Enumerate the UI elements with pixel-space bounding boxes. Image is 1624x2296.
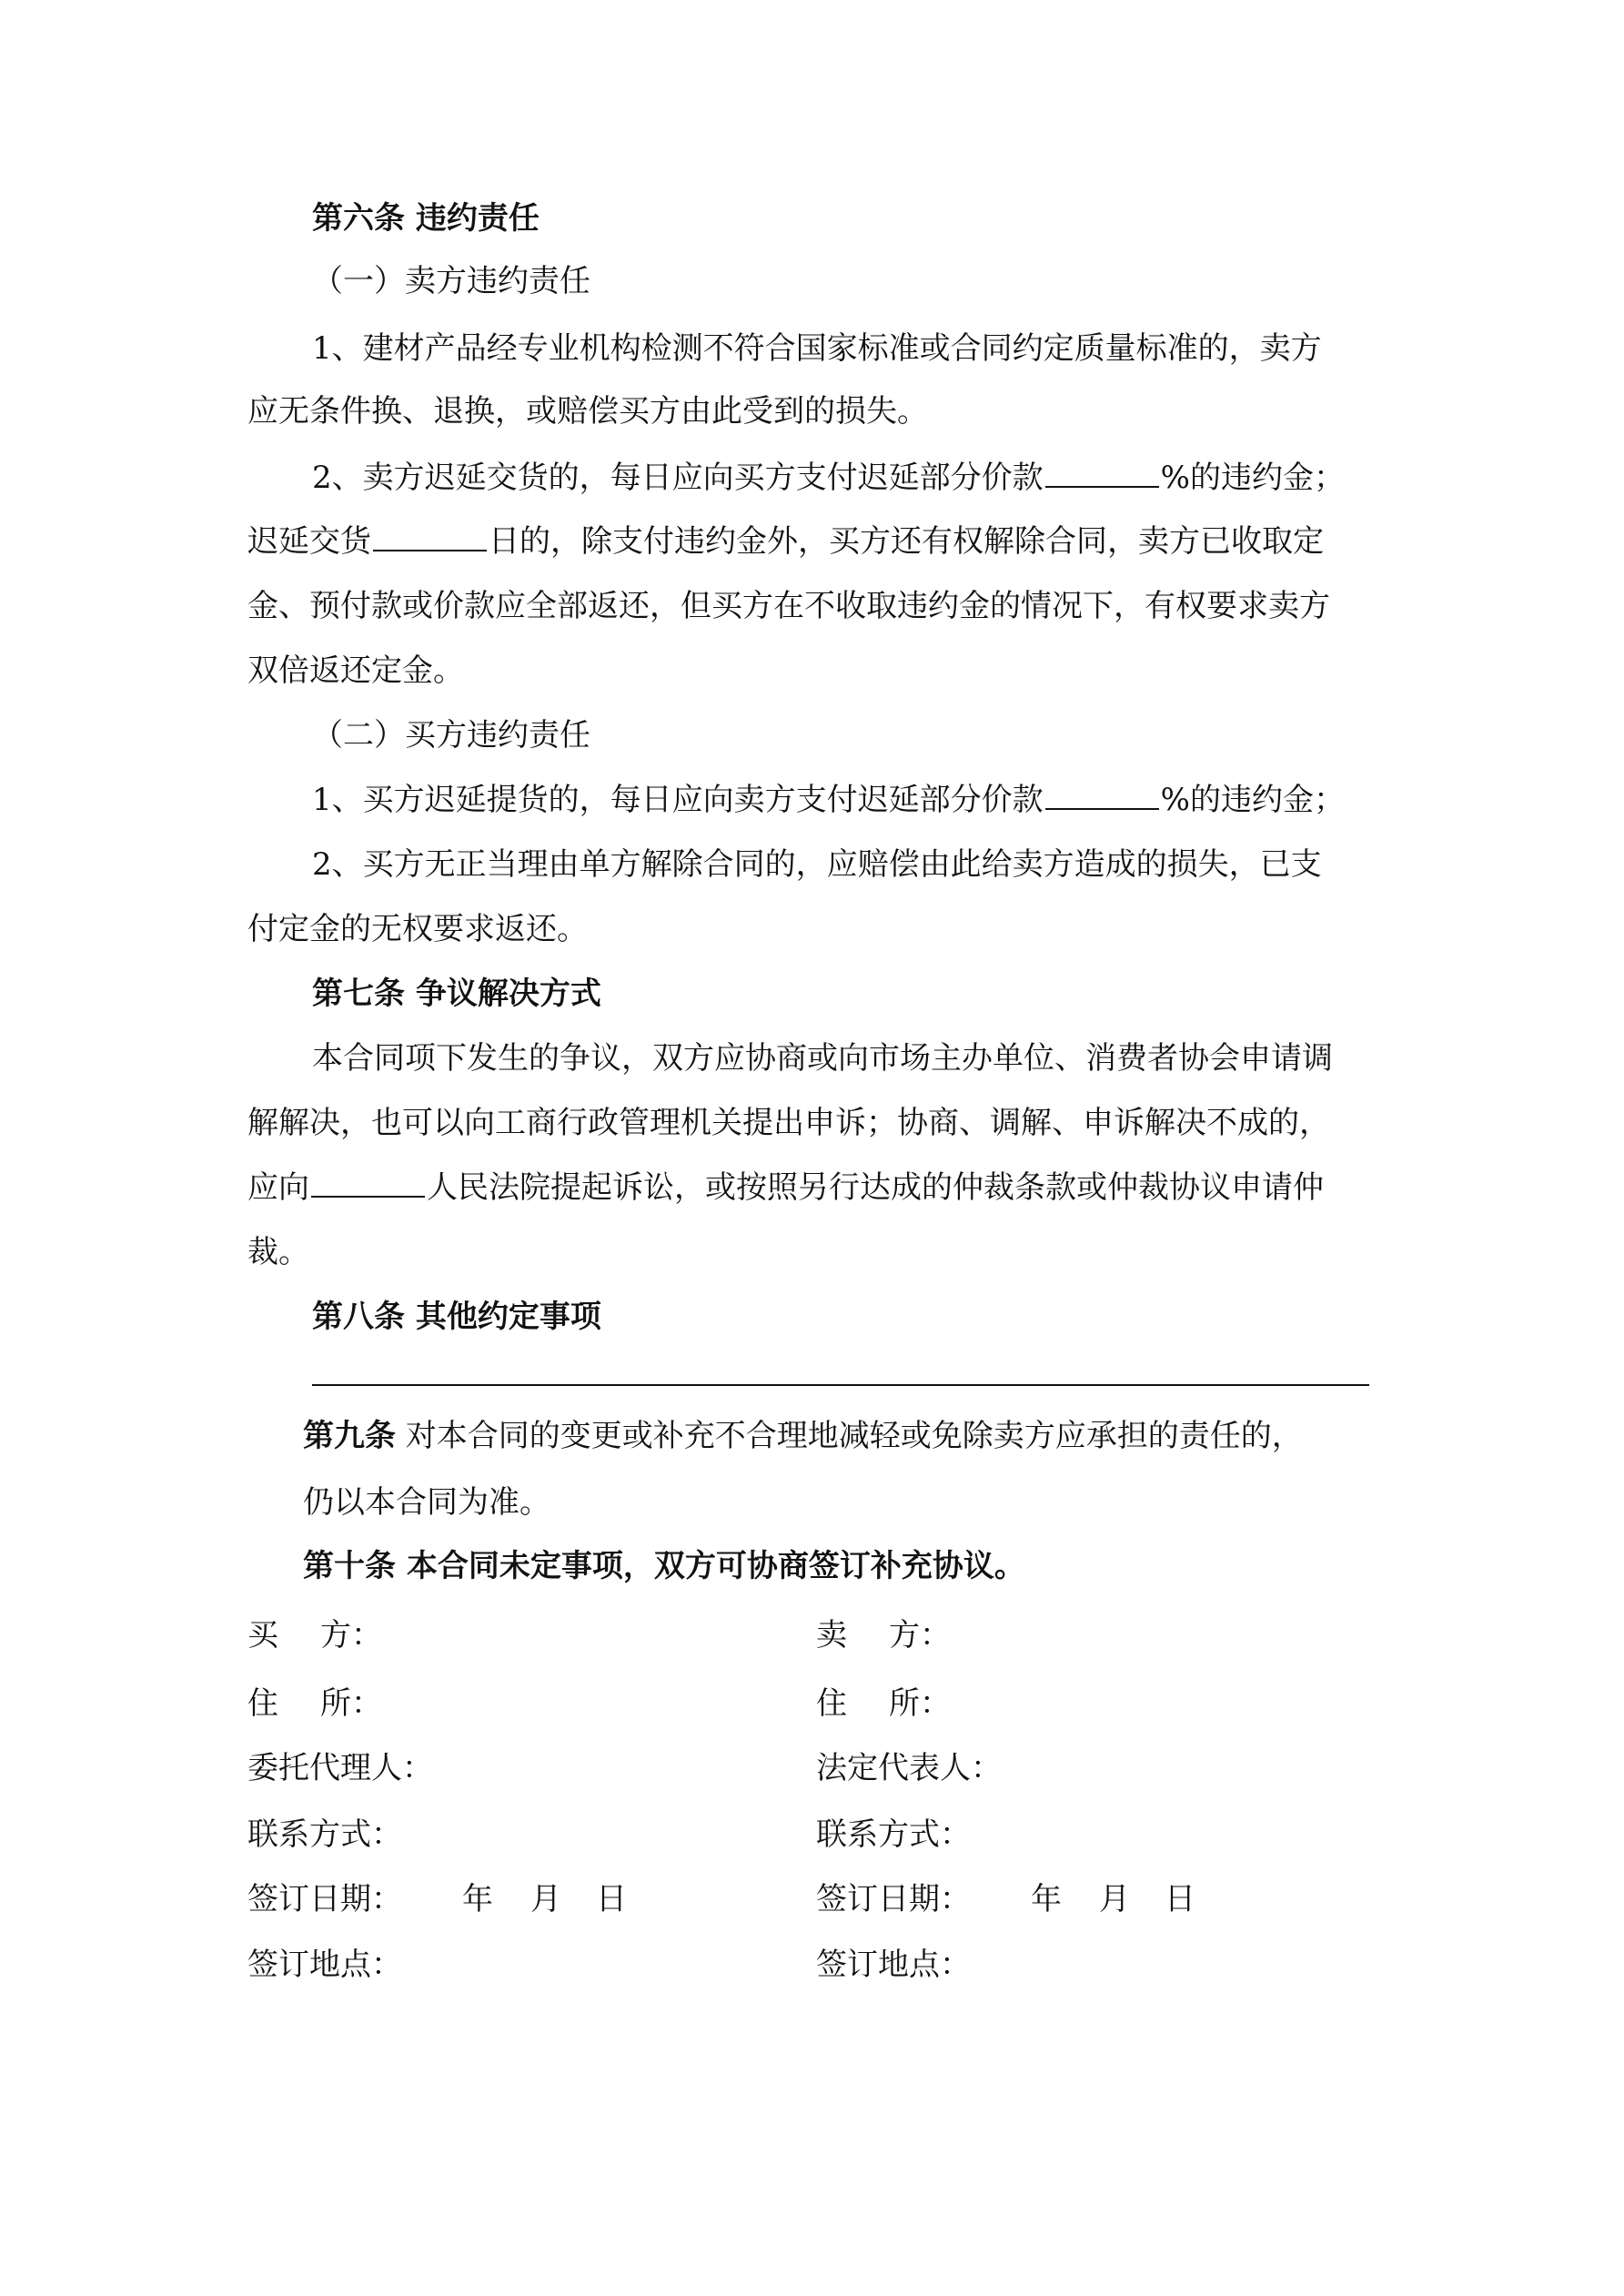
article7-line3-b: 人民法院提起诉讼，或按照另行达成的仲裁条款或仲裁协议申请仲 bbox=[427, 1169, 1324, 1206]
buyer-address-label bbox=[247, 1684, 382, 1723]
seller-contact-label: 联系方式： bbox=[816, 1816, 971, 1853]
article7-line1: 本合同项下发生的争议，双方应协商或向市场主办单位、消费者协会申请调 bbox=[312, 1040, 1333, 1077]
blank-underline bbox=[311, 1168, 425, 1198]
buyer-date-month: 月 bbox=[530, 1881, 561, 1917]
article6-b1-a: 1、买方迟延提货的，每日应向卖方支付迟延部分价款 bbox=[312, 782, 1044, 818]
article8-heading: 第八条 其他约定事项 bbox=[312, 1299, 601, 1335]
seller-place-label: 签订地点： bbox=[816, 1947, 971, 1983]
buyer-place-label: 签订地点： bbox=[247, 1947, 402, 1983]
article10-text: 第十条 本合同未定事项，双方可协商签订补充协议。 bbox=[303, 1548, 1025, 1584]
seller-date-day: 日 bbox=[1165, 1881, 1195, 1917]
seller-name-label-b: 方： bbox=[889, 1617, 951, 1654]
article6-b2-line1: 2、买方无正当理由单方解除合同的，应赔偿由此给卖方造成的损失，已支 bbox=[312, 846, 1322, 883]
blank-underline bbox=[373, 522, 487, 551]
article6-p2-line1-a: 2、卖方迟延交货的，每日应向买方支付迟延部分价款 bbox=[312, 460, 1044, 496]
seller-rep-label: 法定代表人： bbox=[816, 1750, 1002, 1786]
article6-heading: 第六条 违约责任 bbox=[312, 200, 540, 237]
blank-underline bbox=[1045, 781, 1159, 810]
buyer-agent-label: 委托代理人： bbox=[247, 1750, 433, 1786]
buyer-address-label-b: 所： bbox=[320, 1685, 382, 1722]
blank-underline bbox=[1045, 459, 1159, 488]
article7-line2: 解解决，也可以向工商行政管理机关提出申诉；协商、调解、申诉解决不成的， bbox=[247, 1105, 1330, 1141]
article6-p2-line2-a: 迟延交货 bbox=[247, 523, 371, 560]
article6-p1-line1: 1、建材产品经专业机构检测不符合国家标准或合同约定质量标准的，卖方 bbox=[312, 330, 1322, 367]
seller-date-label: 签订日期： bbox=[816, 1881, 971, 1917]
article7-line4: 裁。 bbox=[247, 1234, 309, 1270]
seller-address-label bbox=[816, 1684, 951, 1723]
article6-p2-line1 bbox=[312, 459, 1345, 497]
seller-date-year: 年 bbox=[1031, 1881, 1062, 1917]
article6-p2-line3: 金、预付款或价款应全部返还，但买方在不收取违约金的情况下，有权要求卖方 bbox=[247, 588, 1330, 624]
article7-heading: 第七条 争议解决方式 bbox=[312, 976, 601, 1012]
article9-heading: 第九条 bbox=[303, 1418, 396, 1454]
buyer-name-label-a: 买 bbox=[247, 1617, 278, 1654]
article6-b2-line2: 付定金的无权要求返还。 bbox=[247, 911, 588, 947]
article6-p2-line4: 双倍返还定金。 bbox=[247, 652, 464, 689]
article6-sub1: （一）卖方违约责任 bbox=[312, 263, 590, 299]
article6-p2-line1-b: %的违约金； bbox=[1160, 460, 1345, 496]
buyer-name-label bbox=[247, 1616, 382, 1654]
article9-line1 bbox=[303, 1417, 1303, 1455]
seller-date-month: 月 bbox=[1099, 1881, 1130, 1917]
seller-address-label-b: 所： bbox=[889, 1685, 951, 1722]
article9-text: 对本合同的变更或补充不合理地减轻或免除卖方应承担的责任的， bbox=[396, 1418, 1303, 1454]
seller-name-label bbox=[816, 1616, 951, 1654]
article6-b1 bbox=[312, 781, 1345, 819]
seller-name-label-a: 卖 bbox=[816, 1617, 847, 1654]
buyer-date-label: 签订日期： bbox=[247, 1881, 402, 1917]
buyer-date-year: 年 bbox=[462, 1881, 493, 1917]
seller-address-label-a: 住 bbox=[816, 1685, 847, 1722]
article6-sub2: （二）买方违约责任 bbox=[312, 717, 590, 754]
buyer-address-label-a: 住 bbox=[247, 1685, 278, 1722]
article6-p2-line2-b: 日的，除支付违约金外，买方还有权解除合同，卖方已收取定 bbox=[489, 523, 1324, 560]
article6-p1-line2: 应无条件换、退换，或赔偿买方由此受到的损失。 bbox=[247, 393, 928, 430]
article8-fill-line bbox=[312, 1384, 1369, 1386]
article6-p2-line2 bbox=[247, 522, 1324, 561]
buyer-name-label-b: 方： bbox=[320, 1617, 382, 1654]
buyer-contact-label: 联系方式： bbox=[247, 1816, 402, 1853]
article6-b1-b: %的违约金； bbox=[1160, 782, 1345, 818]
article9-line2: 仍以本合同为准。 bbox=[303, 1484, 550, 1521]
buyer-date-day: 日 bbox=[596, 1881, 627, 1917]
article7-line3-a: 应向 bbox=[247, 1169, 309, 1206]
article7-line3 bbox=[247, 1168, 1324, 1207]
